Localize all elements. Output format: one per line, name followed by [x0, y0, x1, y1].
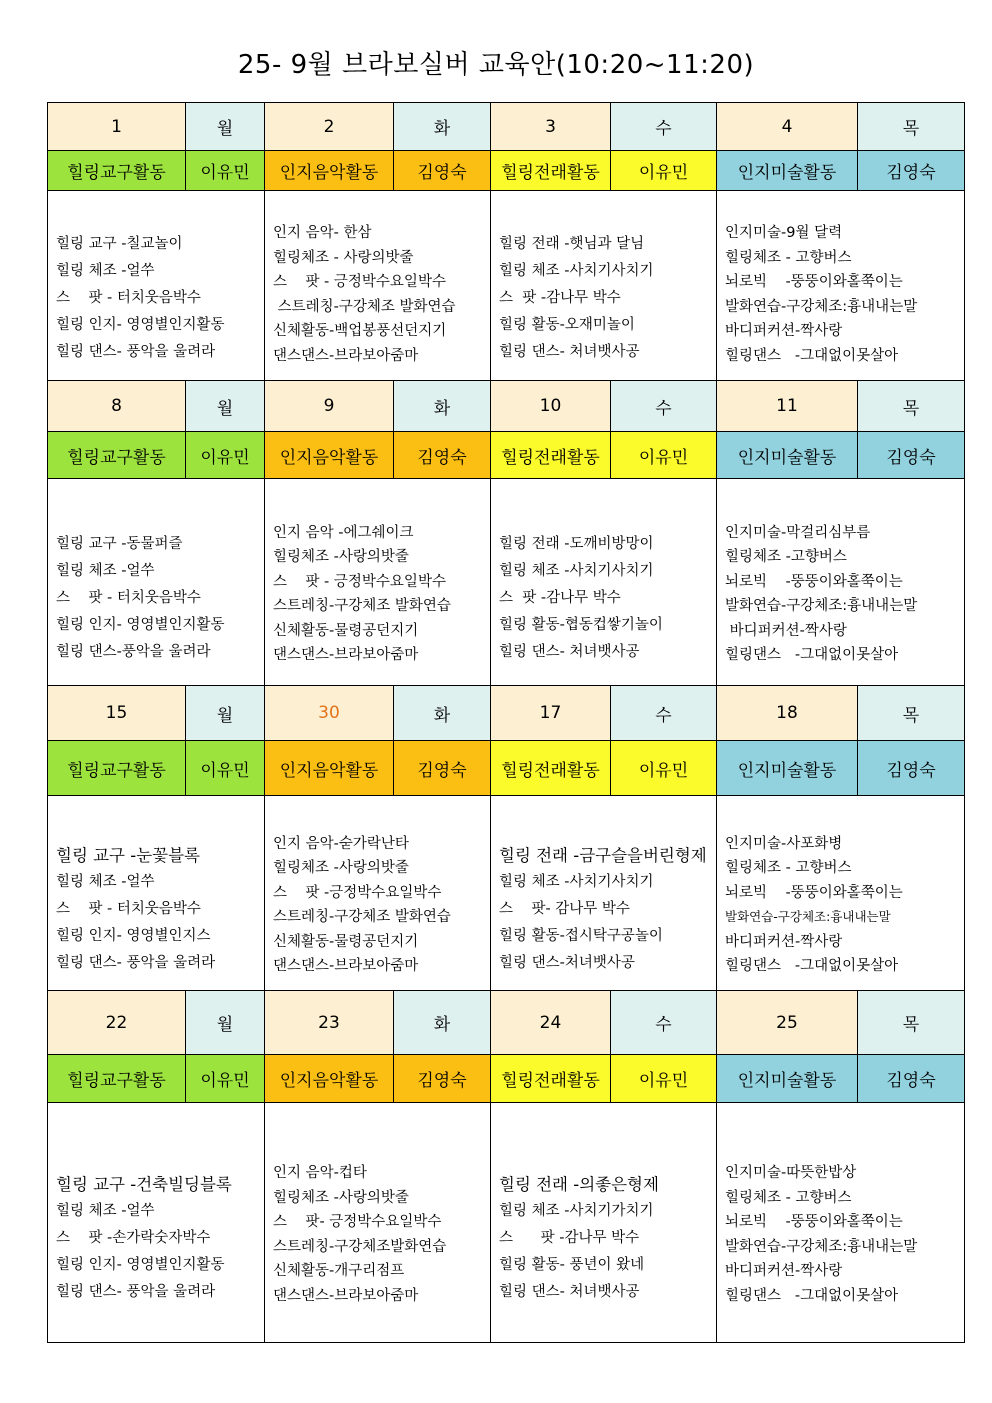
program-line: 힐링 교구 -동물퍼즐	[56, 535, 183, 552]
program-line: 힐링 댄스- 처녀뱃사공	[499, 1284, 640, 1300]
program-line: 힐링 댄스-풍악을 울려라	[56, 643, 211, 660]
program-line: 스 팟 - 터치웃음박수	[56, 589, 201, 606]
program-line: 힐링 인지- 영영별인지활동	[56, 616, 225, 633]
program-line: 뇌로빅 -뚱뚱이와홀쭉이는	[725, 573, 903, 590]
day-date-cell: 2	[265, 103, 394, 151]
day-date-cell: 11	[717, 381, 858, 432]
activity-name-cell: 힐링전래활동	[491, 741, 611, 796]
program-line: 스 팟- 긍정박수요일박수	[273, 1214, 442, 1230]
program-line: 힐링 인지- 영영별인지활동	[56, 317, 225, 333]
day-date-cell: 24	[491, 991, 611, 1055]
teacher-name-cell: 김영숙	[394, 741, 491, 796]
program-line: 힐링 인지- 영영별인지스	[56, 927, 211, 944]
program-line: 발화연습-구강체조:흉내내는말	[725, 909, 891, 924]
program-line: 인지 음악-숟가락난타	[273, 835, 409, 852]
program-line: 스 팟 -감나무 박수	[499, 589, 621, 606]
day-program-cell	[265, 479, 491, 686]
program-line: 힐링 교구 -눈꽃블록	[56, 845, 200, 865]
day-date-cell: 15	[48, 686, 186, 741]
day-program-cell	[48, 1103, 265, 1343]
program-line: 스 팟 - 터치웃음박수	[56, 290, 201, 306]
day-program-cell	[265, 1103, 491, 1343]
week-date-row	[48, 103, 965, 151]
program-line: 힐링 교구 -건축빌딩블록	[56, 1175, 232, 1194]
program-line: 힐링체조 -고향버스	[725, 549, 847, 565]
page-title: 25- 9월 브라보실버 교육안(10:20~11:20)	[237, 50, 755, 80]
program-line: 바디퍼커션-짝사랑	[725, 1263, 843, 1279]
program-line: 스트레칭-구강체조 발화연습	[273, 298, 456, 315]
program-line: 힐링 교구 -칠교놀이	[56, 236, 183, 252]
program-line: 댄스댄스-브라보아줌마	[273, 347, 419, 364]
day-weekday-cell: 목	[858, 381, 965, 432]
day-program-cell	[717, 479, 965, 686]
program-line: 힐링체조 - 고향버스	[725, 1189, 852, 1206]
activity-name-cell: 인지미술활동	[717, 1055, 858, 1103]
day-weekday-cell: 월	[186, 686, 265, 741]
week-content-row	[48, 1103, 965, 1343]
program-line: 힐링 활동-오재미놀이	[499, 317, 635, 333]
teacher-name-cell: 이유민	[611, 432, 717, 479]
teacher-name-cell: 이유민	[611, 151, 717, 191]
program-line: 댄스댄스-브라보아줌마	[273, 1287, 419, 1304]
activity-name-cell: 힐링전래활동	[491, 432, 611, 479]
teacher-name-cell: 김영숙	[394, 432, 491, 479]
day-date-cell: 1	[48, 103, 186, 151]
day-date-cell: 8	[48, 381, 186, 432]
program-line: 힐링 체조 -사치기사치기	[499, 873, 654, 890]
program-line: 힐링 체조 -얼쑤	[56, 1203, 155, 1219]
program-line: 힐링 인지- 영영별인지활동	[56, 1257, 225, 1273]
activity-name-cell: 인지음악활동	[265, 432, 394, 479]
program-line: 힐링 체조 -사치기사치기	[499, 562, 654, 579]
day-weekday-cell: 목	[858, 991, 965, 1055]
program-line: 힐링 댄스- 풍악을 울려라	[56, 1284, 216, 1300]
program-line: 힐링체조 -사랑의밧줄	[273, 549, 409, 565]
program-line: 신체활동-물령공던지기	[273, 622, 419, 639]
teacher-name-cell: 이유민	[186, 1055, 265, 1103]
program-line: 신체활동-물령공던지기	[273, 933, 419, 950]
program-line: 힐링 전래 -의좋은형제	[499, 1175, 659, 1194]
day-date-cell: 23	[265, 991, 394, 1055]
program-line: 스트레칭-구강체조 발화연습	[273, 598, 451, 614]
program-line: 힐링 체조 -얼쑤	[56, 562, 155, 579]
activity-name-cell: 인지음악활동	[265, 151, 394, 191]
program-line: 발화연습-구강체조:흉내내는말	[725, 1238, 918, 1255]
teacher-name-cell: 김영숙	[858, 151, 965, 191]
activity-name-cell: 힐링전래활동	[491, 151, 611, 191]
day-program-cell	[491, 479, 717, 686]
program-line: 스 팟 -긍정박수요일박수	[273, 884, 442, 901]
day-program-cell	[48, 796, 265, 991]
day-program-cell	[265, 796, 491, 991]
program-line: 스 팟 - 터치웃음박수	[56, 900, 201, 917]
day-date-cell: 9	[265, 381, 394, 432]
program-line: 스트레칭-구강체조발화연습	[273, 1238, 447, 1255]
week-date-row	[48, 686, 965, 741]
program-line: 발화연습-구강체조:흉내내는말	[725, 298, 918, 315]
schedule-table	[47, 102, 965, 1343]
day-date-cell: 22	[48, 991, 186, 1055]
day-date-cell: 4	[717, 103, 858, 151]
week-content-row	[48, 796, 965, 991]
day-weekday-cell: 목	[858, 686, 965, 741]
day-program-cell	[265, 191, 491, 381]
program-line: 힐링 체조 -얼쑤	[56, 263, 155, 279]
program-line: 신체활동-개구리점프	[273, 1263, 405, 1279]
teacher-name-cell: 이유민	[186, 151, 265, 191]
teacher-name-cell: 이유민	[186, 432, 265, 479]
activity-name-cell: 인지미술활동	[717, 432, 858, 479]
activity-name-cell: 힐링교구활동	[48, 432, 186, 479]
day-date-cell: 18	[717, 686, 858, 741]
day-date-cell: 10	[491, 381, 611, 432]
day-date-cell: 30	[265, 686, 394, 741]
teacher-name-cell: 김영숙	[394, 1055, 491, 1103]
day-date-cell: 17	[491, 686, 611, 741]
week-content-row	[48, 479, 965, 686]
program-line: 바디퍼커션-짝사랑	[725, 622, 847, 639]
day-program-cell	[491, 1103, 717, 1343]
day-weekday-cell: 월	[186, 991, 265, 1055]
program-line: 힐링 전래 -햇님과 달님	[499, 236, 645, 252]
day-program-cell	[717, 191, 965, 381]
activity-name-cell: 힐링교구활동	[48, 741, 186, 796]
day-weekday-cell: 수	[611, 103, 717, 151]
day-weekday-cell: 월	[186, 381, 265, 432]
activity-name-cell: 인지미술활동	[717, 151, 858, 191]
program-line: 인지 음악-컵타	[273, 1165, 367, 1181]
day-weekday-cell: 월	[186, 103, 265, 151]
day-weekday-cell: 화	[394, 381, 491, 432]
week-activity-row	[48, 1055, 965, 1103]
day-weekday-cell: 수	[611, 381, 717, 432]
activity-name-cell: 인지음악활동	[265, 741, 394, 796]
day-weekday-cell: 수	[611, 991, 717, 1055]
week-content-row	[48, 191, 965, 381]
day-date-cell: 3	[491, 103, 611, 151]
program-line: 힐링체조 - 고향버스	[725, 860, 852, 876]
program-line: 힐링 댄스-처녀뱃사공	[499, 954, 635, 971]
program-line: 힐링체조 - 고향버스	[725, 249, 852, 266]
activity-name-cell: 인지미술활동	[717, 741, 858, 796]
program-line: 스 팟 -손가락숫자박수	[56, 1230, 211, 1246]
program-line: 인지 음악 -에그쉐이크	[273, 524, 414, 541]
program-line: 힐링 활동-협동컵쌓기놀이	[499, 616, 663, 633]
day-program-cell	[491, 796, 717, 991]
program-line: 힐링체조 -사랑의밧줄	[273, 860, 409, 876]
day-weekday-cell: 화	[394, 991, 491, 1055]
teacher-name-cell: 김영숙	[858, 741, 965, 796]
activity-name-cell: 힐링교구활동	[48, 1055, 186, 1103]
day-weekday-cell: 목	[858, 103, 965, 151]
program-line: 스 팟- 감나무 박수	[499, 900, 630, 917]
week-date-row	[48, 991, 965, 1055]
program-line: 힐링체조 -사랑의밧줄	[273, 1189, 409, 1206]
program-line: 인지미술-따뜻한밥상	[725, 1165, 857, 1181]
day-weekday-cell: 화	[394, 686, 491, 741]
day-program-cell	[491, 191, 717, 381]
day-date-cell: 25	[717, 991, 858, 1055]
program-line: 힐링 활동- 풍년이 왔네	[499, 1257, 645, 1273]
program-line: 힐링 전래 -도깨비방망이	[499, 535, 654, 552]
program-line: 바디퍼커션-짝사랑	[725, 933, 843, 950]
program-line: 힐링 활동-접시탁구공놀이	[499, 927, 663, 944]
program-line: 힐링댄스 -그대없이못살아	[725, 958, 899, 974]
program-line: 댄스댄스-브라보아줌마	[273, 647, 419, 663]
program-line: 인지미술-막걸리심부름	[725, 524, 871, 541]
program-line: 인지 음악- 한삼	[273, 225, 372, 241]
day-weekday-cell: 화	[394, 103, 491, 151]
teacher-name-cell: 이유민	[611, 1055, 717, 1103]
program-line: 힐링 체조 -사치기가치기	[499, 1203, 654, 1219]
program-line: 힐링 체조 -사치기사치기	[499, 263, 654, 279]
day-program-cell	[717, 1103, 965, 1343]
program-line: 뇌로빅 -뚱뚱이와홀쭉이는	[725, 884, 903, 901]
program-line: 힐링 댄스- 처녀뱃사공	[499, 643, 640, 660]
activity-name-cell: 인지음악활동	[265, 1055, 394, 1103]
program-line: 신체활동-백업봉풍선던지기	[273, 323, 447, 339]
program-line: 스 팟 - 긍정박수요일박수	[273, 274, 446, 290]
day-program-cell	[48, 479, 265, 686]
activity-name-cell: 힐링전래활동	[491, 1055, 611, 1103]
week-activity-row	[48, 151, 965, 191]
teacher-name-cell: 이유민	[611, 741, 717, 796]
program-line: 스 팟 -감나무 박수	[499, 290, 621, 306]
teacher-name-cell: 이유민	[186, 741, 265, 796]
teacher-name-cell: 김영숙	[858, 432, 965, 479]
program-line: 힐링댄스 -그대없이못살아	[725, 647, 899, 663]
week-date-row	[48, 381, 965, 432]
program-line: 댄스댄스-브라보아줌마	[273, 958, 419, 974]
activity-name-cell: 힐링교구활동	[48, 151, 186, 191]
program-line: 힐링댄스 -그대없이못살아	[725, 347, 899, 364]
program-line: 바디퍼커션-짝사랑	[725, 323, 843, 339]
program-line: 스트레칭-구강체조 발화연습	[273, 909, 451, 925]
program-line: 뇌로빅 -뚱뚱이와홀쭉이는	[725, 274, 903, 290]
program-line: 뇌로빅 -뚱뚱이와홀쭉이는	[725, 1214, 903, 1230]
day-program-cell	[48, 191, 265, 381]
program-line: 힐링체조 - 사랑의밧줄	[273, 249, 414, 266]
program-line: 힐링댄스 -그대없이못살아	[725, 1287, 899, 1304]
program-line: 인지미술-9월 달력	[725, 225, 843, 241]
day-program-cell	[717, 796, 965, 991]
program-line: 힐링 체조 -얼쑤	[56, 873, 155, 890]
program-line: 인지미술-사포화병	[725, 835, 843, 852]
teacher-name-cell: 김영숙	[394, 151, 491, 191]
program-line: 스 팟 - 긍정박수요일박수	[273, 573, 446, 590]
teacher-name-cell: 김영숙	[858, 1055, 965, 1103]
program-line: 스 팟 -감나무 박수	[499, 1230, 640, 1246]
program-line: 힐링 댄스- 풍악을 울려라	[56, 344, 216, 360]
program-line: 발화연습-구강체조:흉내내는말	[725, 598, 918, 614]
day-weekday-cell: 수	[611, 686, 717, 741]
program-line: 힐링 댄스- 풍악을 울려라	[56, 954, 216, 971]
program-line: 힐링 댄스- 처녀뱃사공	[499, 344, 640, 360]
program-line: 힐링 전래 -금구슬을버린형제	[499, 845, 707, 865]
week-activity-row	[48, 432, 965, 479]
week-activity-row	[48, 741, 965, 796]
